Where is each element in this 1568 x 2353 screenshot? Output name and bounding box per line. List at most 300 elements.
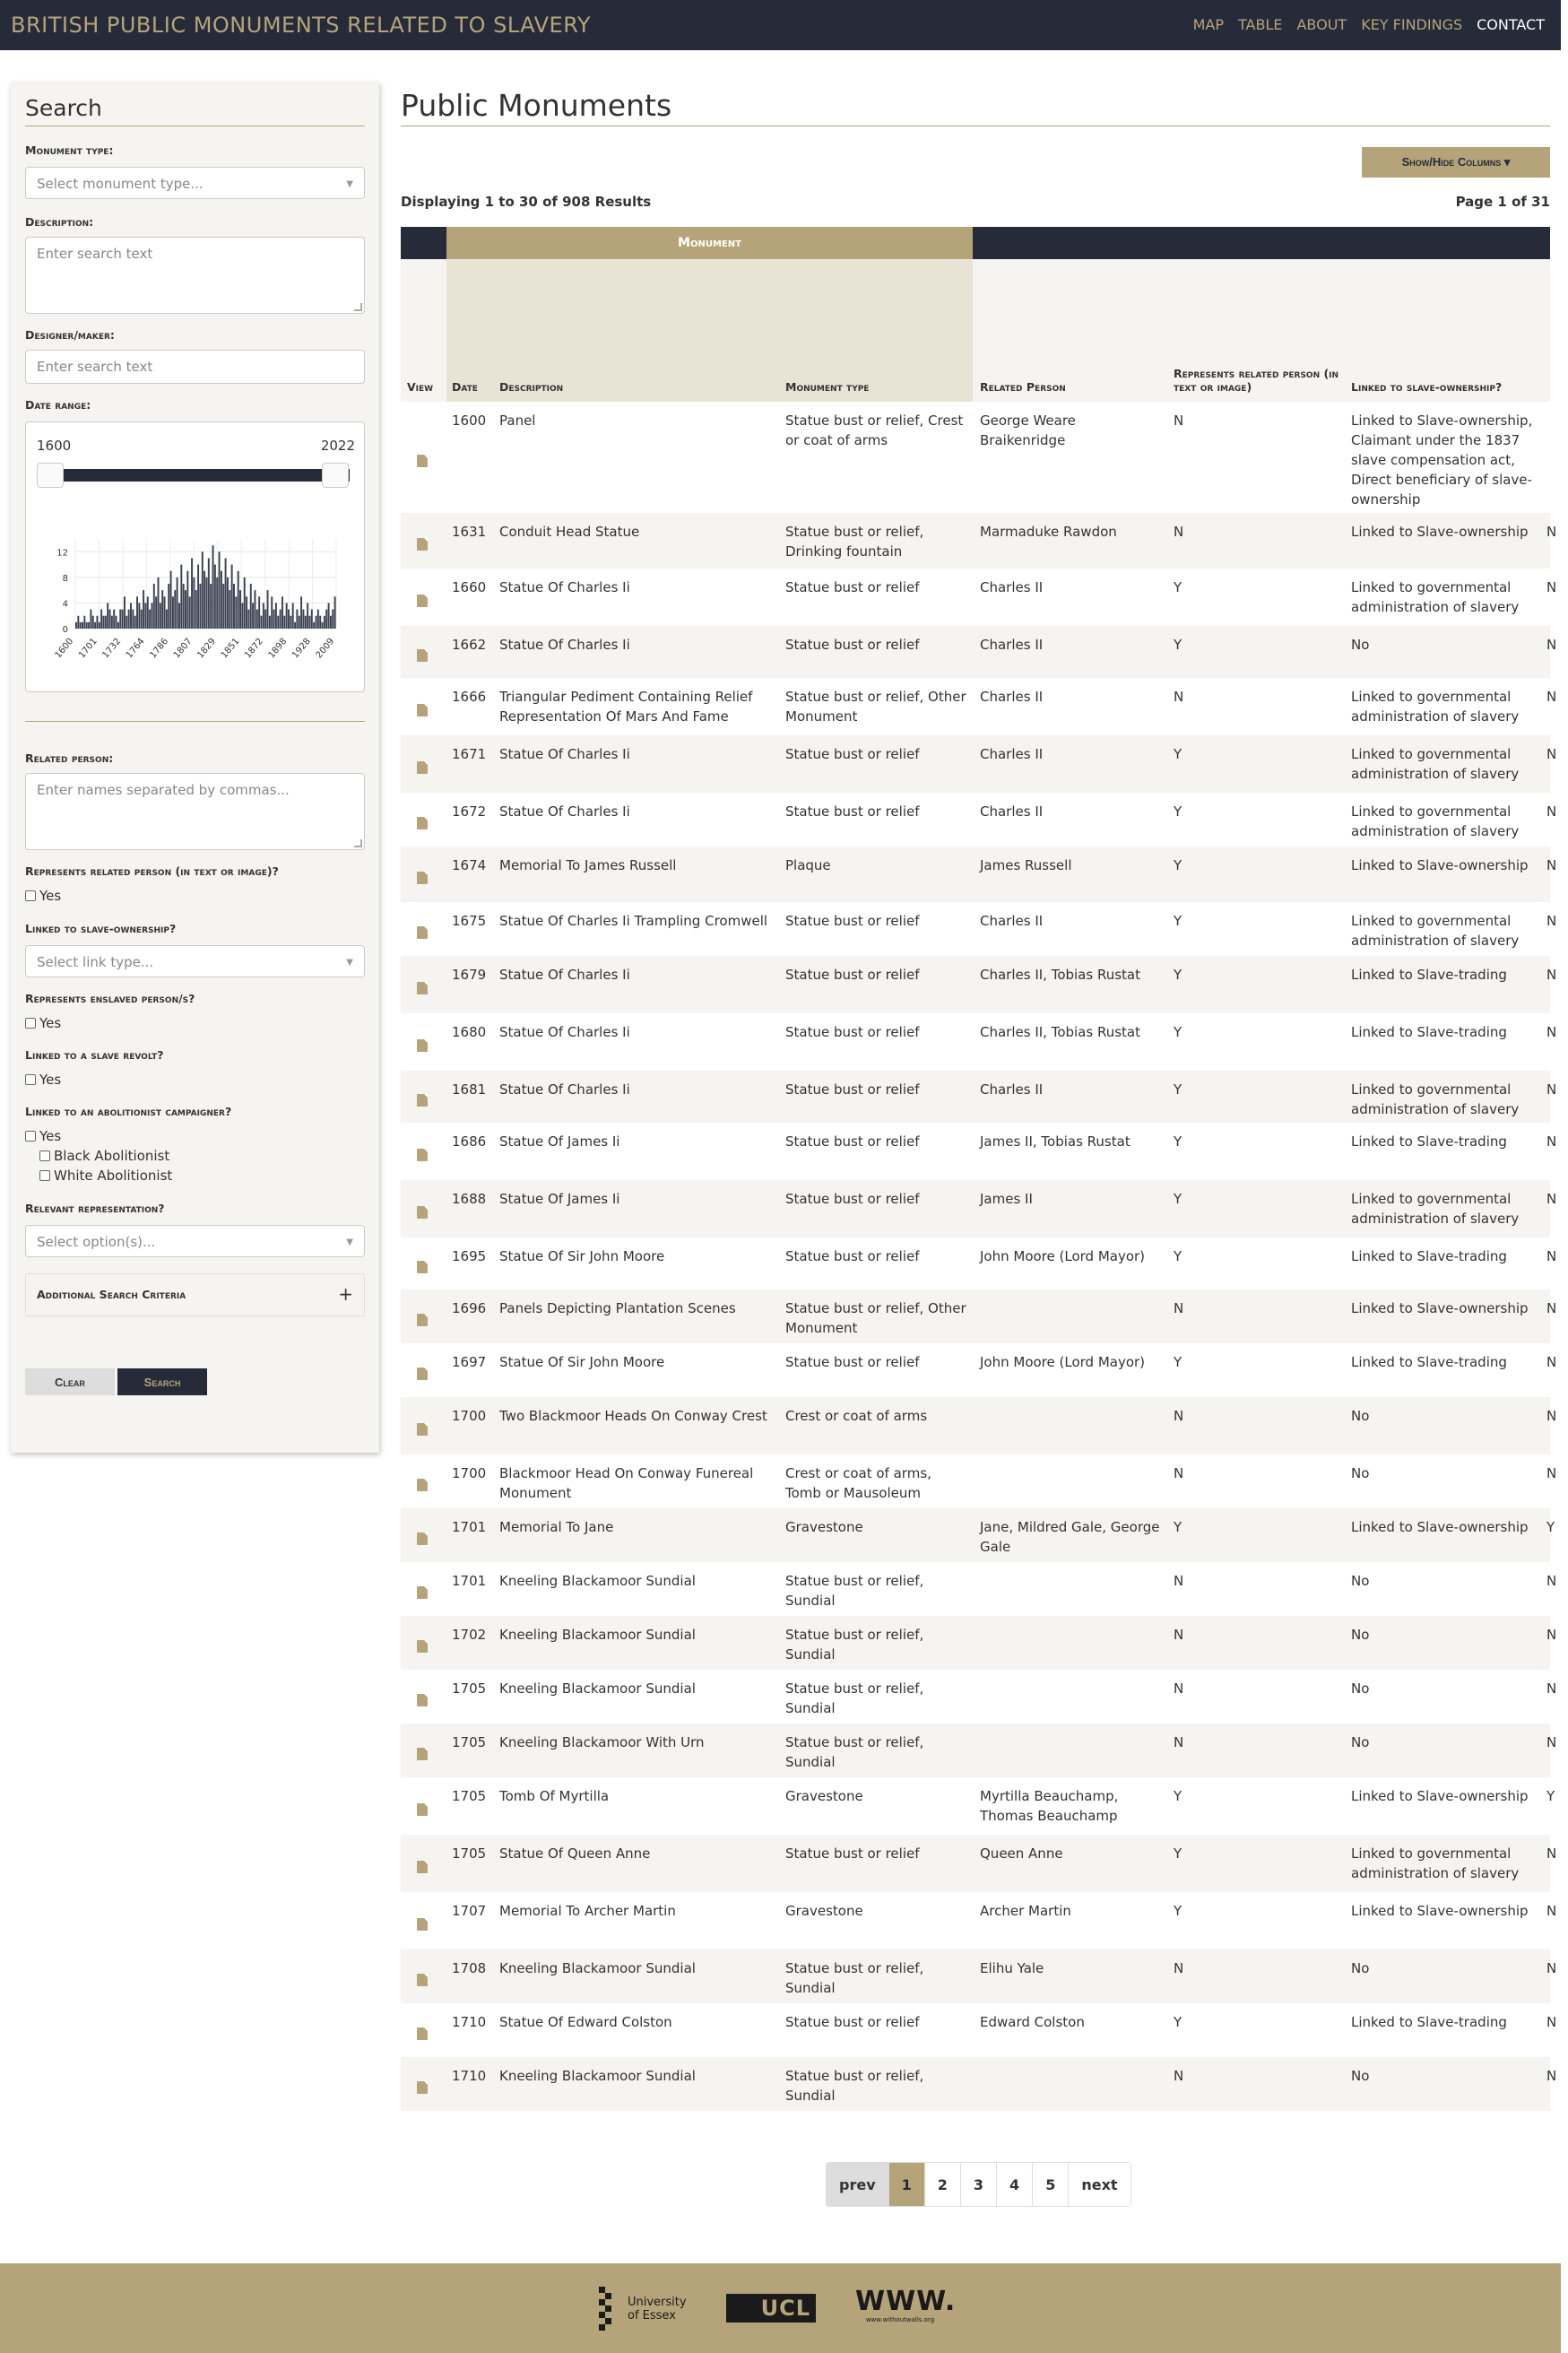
cell-rep: N (1174, 1573, 1184, 1589)
histogram-bar (286, 603, 288, 629)
white-abolitionist-row[interactable] (39, 1168, 172, 1184)
col-header-represents[interactable]: Represents related person (in text or image) (1174, 366, 1339, 395)
histogram-bar (239, 590, 241, 629)
histogram-bar (231, 565, 233, 629)
histogram-bar (316, 616, 317, 629)
date-range-min-handle[interactable] (37, 463, 64, 488)
cell-linked: Linked to Slave-ownership (1351, 857, 1529, 873)
cell-date: 1680 (452, 1024, 487, 1040)
table-row (401, 626, 1557, 678)
cell-type: Statue bust or relief, Sundial (785, 1960, 924, 1996)
view-document-icon[interactable] (417, 1803, 428, 1816)
histogram-y-tick: 4 (62, 599, 68, 610)
histogram-bar (75, 622, 77, 629)
histogram-x-tick: 1732 (100, 636, 124, 661)
view-document-icon[interactable] (417, 2081, 428, 2094)
cell-person: Charles II (980, 689, 1044, 705)
cell-type: Crest or coat of arms, Tomb or Mausoleum (785, 1465, 931, 1501)
histogram-bar (126, 616, 127, 629)
cell-type: Statue bust or relief (785, 967, 920, 983)
histogram-bar (189, 596, 191, 629)
view-document-icon[interactable] (417, 1149, 428, 1161)
cell-extra: N (1546, 579, 1557, 595)
histogram-bar (288, 610, 290, 629)
cell-rep: Y (1174, 1133, 1182, 1150)
cell-person: George Weare Braikenridge (980, 412, 1076, 448)
cell-type: Gravestone (785, 1788, 863, 1804)
black-abolitionist-row[interactable] (39, 1148, 169, 1164)
histogram-bar (256, 610, 258, 629)
cell-date: 1679 (452, 967, 487, 983)
cell-desc: Statue Of James Ii (499, 1133, 620, 1150)
table-row (401, 1724, 1557, 1777)
date-range-max-handle[interactable] (322, 463, 349, 488)
cell-rep: Y (1174, 1024, 1182, 1040)
histogram-x-tick: 1851 (219, 636, 242, 661)
cell-date: 1671 (452, 746, 487, 762)
histogram-y-tick: 12 (56, 548, 68, 559)
histogram-bar (180, 565, 182, 629)
site-brand[interactable]: BRITISH PUBLIC MONUMENTS RELATED TO SLAVERY (11, 13, 592, 38)
cell-rep: Y (1174, 1081, 1182, 1098)
cell-desc: Memorial To James Russell (499, 857, 677, 873)
table-row (401, 678, 1557, 735)
cell-extra: N (1546, 1627, 1557, 1643)
view-document-icon[interactable] (417, 595, 428, 607)
cell-date: 1674 (452, 857, 487, 873)
cell-desc: Panels Depicting Plantation Scenes (499, 1300, 736, 1316)
histogram-bar (82, 622, 83, 629)
cell-linked: No (1351, 1465, 1370, 1481)
cell-linked: Linked to governmental administration of slavery (1351, 1191, 1520, 1227)
nav-link-key-findings[interactable]: KEY FINDINGS (1361, 16, 1463, 33)
histogram-bar (116, 616, 117, 629)
table-row (401, 1892, 1557, 1949)
cell-type: Statue bust or relief (785, 1081, 920, 1098)
histogram-y-tick: 8 (62, 573, 68, 584)
footer (0, 2263, 1561, 2353)
histogram-bar (143, 590, 144, 629)
histogram-bar (83, 616, 85, 629)
view-document-icon[interactable] (417, 1039, 428, 1052)
cell-extra: N (1546, 1903, 1557, 1919)
cell-rep: N (1174, 1465, 1184, 1481)
essex-mark-icon (599, 2287, 617, 2331)
histogram-bar (280, 610, 282, 629)
cell-type: Crest or coat of arms (785, 1408, 928, 1424)
histogram-bar (319, 616, 321, 629)
table-row (401, 1237, 1557, 1289)
histogram-bar (328, 603, 330, 629)
related-person-placeholder: Enter names separated by commas... (37, 782, 290, 798)
cell-linked: Linked to Slave-trading (1351, 1024, 1507, 1040)
cell-linked: Linked to Slave-trading (1351, 1354, 1507, 1370)
date-histogram (26, 530, 366, 682)
histogram-bar (263, 603, 264, 629)
date-range-track[interactable] (40, 469, 350, 482)
view-document-icon[interactable] (417, 817, 428, 829)
cell-rep: Y (1174, 857, 1182, 873)
www-logo[interactable] (855, 2286, 957, 2328)
histogram-bar (117, 622, 119, 629)
histogram-bar (141, 610, 143, 629)
cell-extra: N (1546, 803, 1557, 820)
histogram-bar (235, 596, 237, 629)
view-document-icon[interactable] (417, 1314, 428, 1326)
cell-date: 1702 (452, 1627, 487, 1643)
page-link-next[interactable]: next (1068, 2163, 1130, 2206)
view-document-icon[interactable] (417, 1861, 428, 1873)
cell-desc: Kneeling Blackamoor Sundial (499, 1960, 696, 1976)
related-person-textarea[interactable] (25, 773, 365, 850)
histogram-bar (186, 571, 188, 629)
designer-label: Designer/maker: (25, 328, 115, 342)
histogram-bar (204, 571, 205, 629)
cell-extra: N (1546, 1081, 1557, 1098)
view-document-icon[interactable] (417, 761, 428, 774)
histogram-bar (183, 584, 185, 629)
histogram-bar (107, 603, 108, 629)
enslaved-checkbox[interactable] (25, 1018, 36, 1029)
histogram-bar (305, 616, 307, 629)
cell-date: 1710 (452, 2068, 487, 2084)
cell-extra: N (1546, 857, 1557, 873)
cell-linked: Linked to Slave-trading (1351, 2014, 1507, 2030)
page-link-3[interactable]: 3 (960, 2163, 996, 2206)
view-document-icon[interactable] (417, 1368, 428, 1380)
histogram-bar (86, 622, 88, 629)
histogram-bar (317, 610, 319, 629)
view-document-icon[interactable] (417, 455, 428, 467)
monument-type-select[interactable] (25, 167, 365, 199)
cell-desc: Statue Of Sir John Moore (499, 1354, 665, 1370)
cell-desc: Blackmoor Head On Conway Funereal Monument (499, 1465, 754, 1501)
cell-rep: Y (1174, 1519, 1182, 1535)
histogram-bar (282, 596, 283, 629)
view-document-icon[interactable] (417, 1748, 428, 1760)
view-document-icon[interactable] (417, 1094, 428, 1107)
date-range-panel (25, 421, 365, 692)
cell-rep: Y (1174, 1248, 1182, 1264)
cell-desc: Statue Of Charles Ii (499, 803, 630, 820)
monument-type-placeholder: Select monument type... (37, 176, 204, 192)
histogram-bar (275, 603, 277, 629)
resize-handle-icon[interactable] (354, 303, 362, 311)
cell-extra: N (1546, 1465, 1557, 1481)
histogram-x-tick: 1829 (195, 636, 219, 661)
histogram-bar (199, 584, 201, 629)
resize-handle-icon[interactable] (354, 839, 362, 847)
cell-date: 1710 (452, 2014, 487, 2030)
cell-extra: N (1546, 637, 1557, 653)
cell-rep: Y (1174, 1788, 1182, 1804)
cell-linked: Linked to Slave-trading (1351, 1133, 1507, 1150)
view-document-icon[interactable] (417, 2027, 428, 2040)
represents-checkbox-row[interactable] (25, 888, 61, 904)
cell-extra: N (1546, 689, 1557, 705)
cell-person: Archer Martin (980, 1903, 1071, 1919)
histogram-bar (208, 558, 210, 629)
cell-desc: Kneeling Blackamoor Sundial (499, 2068, 696, 2084)
histogram-bar (212, 545, 214, 629)
histogram-bar (267, 590, 269, 629)
view-document-icon[interactable] (417, 1974, 428, 1986)
page-link-5[interactable]: 5 (1032, 2163, 1068, 2206)
cell-type: Statue bust or relief (785, 1191, 920, 1207)
cell-rep: Y (1174, 746, 1182, 762)
view-document-icon[interactable] (417, 1532, 428, 1545)
cell-extra: N (1546, 1573, 1557, 1589)
cell-desc: Statue Of Charles Ii (499, 1024, 630, 1040)
cell-person: James II, Tobias Rustat (980, 1133, 1131, 1150)
cell-type: Statue bust or relief, Sundial (785, 1680, 924, 1716)
cell-linked: Linked to Slave-ownership (1351, 1519, 1529, 1535)
cell-date: 1700 (452, 1408, 487, 1424)
results-count: Displaying 1 to 30 of 908 Results (401, 194, 652, 210)
cell-person: Charles II, Tobias Rustat (980, 967, 1140, 983)
view-document-icon[interactable] (417, 926, 428, 939)
cell-linked: No (1351, 1573, 1370, 1589)
histogram-bar (160, 603, 161, 629)
col-header-date[interactable]: Date (452, 380, 478, 395)
cell-extra: N (1546, 967, 1557, 983)
cell-desc: Statue Of Sir John Moore (499, 1248, 665, 1264)
cell-date: 1705 (452, 1680, 487, 1697)
cell-date: 1695 (452, 1248, 487, 1264)
revolt-yes-label: Yes (39, 1072, 62, 1088)
cell-extra: N (1546, 1680, 1557, 1697)
nav-link-map[interactable]: MAP (1192, 16, 1224, 33)
page-link-1[interactable]: 1 (888, 2163, 924, 2206)
revolt-checkbox[interactable] (25, 1074, 36, 1085)
cell-date: 1707 (452, 1903, 487, 1919)
relevant-placeholder: Select option(s)... (37, 1234, 156, 1250)
cell-date: 1660 (452, 579, 487, 595)
www-logo-subtext: www.withoutwalls.org (865, 2316, 935, 2323)
histogram-bar (105, 616, 107, 629)
cell-rep: N (1174, 1680, 1184, 1697)
histogram-bar (296, 610, 298, 629)
view-document-icon[interactable] (417, 872, 428, 884)
histogram-bar (261, 616, 263, 629)
view-document-icon[interactable] (417, 704, 428, 716)
date-range-label: Date range: (25, 398, 91, 412)
cell-desc: Kneeling Blackamoor Sundial (499, 1627, 696, 1643)
show-hide-columns-button[interactable] (1362, 147, 1550, 178)
table-row (401, 793, 1557, 847)
page-link-2[interactable]: 2 (924, 2163, 960, 2206)
histogram-bar (238, 571, 239, 629)
represents-label: Represents related person (in text or image)? (25, 864, 279, 878)
essex-line2: of Essex (628, 2309, 676, 2323)
cell-linked: No (1351, 1734, 1370, 1750)
view-document-icon[interactable] (417, 1640, 428, 1653)
designer-input[interactable] (25, 350, 365, 384)
cell-linked: Linked to Slave-ownership (1351, 1903, 1529, 1919)
table-row (401, 1180, 1557, 1237)
page-title: Public Monuments (401, 88, 672, 123)
cell-linked: Linked to governmental administration of slavery (1351, 579, 1520, 615)
cell-date: 1675 (452, 913, 487, 929)
additional-criteria-toggle[interactable] (25, 1273, 365, 1316)
histogram-bar (273, 610, 275, 629)
histogram-bar (197, 565, 199, 629)
cell-person: John Moore (Lord Mayor) (980, 1354, 1146, 1370)
col-header-description[interactable]: Description (499, 380, 564, 395)
histogram-bar (322, 622, 324, 629)
cell-desc: Statue Of Charles Ii (499, 967, 630, 983)
histogram-bar (185, 590, 186, 629)
cell-type: Statue bust or relief (785, 1354, 920, 1370)
cell-type: Statue bust or relief (785, 2014, 920, 2030)
cell-date: 1705 (452, 1788, 487, 1804)
plus-icon: + (338, 1283, 353, 1305)
histogram-bar (158, 577, 160, 629)
group-header-monument: Monument (446, 227, 973, 259)
col-header-view[interactable]: View (407, 380, 434, 395)
nav-link-contact[interactable]: CONTACT (1477, 16, 1545, 33)
cell-type: Statue bust or relief, Crest or coat of arms (785, 412, 964, 448)
page-indicator: Page 1 of 31 (1455, 194, 1550, 210)
histogram-bar (299, 616, 300, 629)
view-document-icon[interactable] (417, 982, 428, 994)
histogram-bar (90, 610, 91, 629)
cell-desc: Panel (499, 412, 536, 429)
cell-desc: Conduit Head Statue (499, 524, 640, 540)
represents-checkbox[interactable] (25, 890, 36, 901)
description-textarea[interactable] (25, 237, 365, 314)
cell-linked: No (1351, 1680, 1370, 1697)
revolt-checkbox-row[interactable] (25, 1072, 61, 1088)
cell-type: Statue bust or relief (785, 1024, 920, 1040)
histogram-bar (290, 616, 291, 629)
cell-date: 1600 (452, 412, 487, 429)
histogram-bar (109, 610, 111, 629)
histogram-bar (229, 590, 230, 629)
histogram-bar (172, 596, 174, 629)
cell-date: 1705 (452, 1845, 487, 1862)
table-row (401, 2057, 1557, 2111)
nav-link-about[interactable]: ABOUT (1296, 16, 1347, 33)
cell-linked: No (1351, 1960, 1370, 1976)
view-document-icon[interactable] (417, 1479, 428, 1491)
essex-logo-text (628, 2296, 687, 2323)
cell-extra: N (1546, 1734, 1557, 1750)
monuments-table (401, 227, 1557, 2219)
page-link-prev[interactable]: prev (827, 2163, 888, 2206)
white-abolitionist-checkbox[interactable] (39, 1170, 50, 1181)
view-document-icon[interactable] (417, 1918, 428, 1931)
cell-date: 1697 (452, 1354, 487, 1370)
nav-link-table[interactable]: TABLE (1238, 16, 1283, 33)
cell-linked: No (1351, 2068, 1370, 2084)
view-document-icon[interactable] (417, 1206, 428, 1219)
cell-type: Gravestone (785, 1519, 863, 1535)
cell-desc: Statue Of Charles Ii (499, 1081, 630, 1098)
histogram-bar (325, 610, 327, 629)
cell-linked: Linked to Slave-ownership, Claimant under the 1837 slave compensation act, Direct beneficiary of slave-ownership (1351, 412, 1533, 508)
cell-person: Queen Anne (980, 1845, 1063, 1862)
search-button[interactable]: Search (117, 1368, 207, 1395)
view-document-icon[interactable] (417, 538, 428, 551)
cell-type: Statue bust or relief (785, 1248, 920, 1264)
cell-linked: Linked to governmental administration of slavery (1351, 689, 1520, 725)
cell-person: Charles II (980, 913, 1044, 929)
histogram-bar (124, 596, 126, 629)
ucl-logo[interactable]: UCL (726, 2294, 816, 2323)
cell-linked: Linked to governmental administration of slavery (1351, 913, 1520, 949)
table-row (401, 1777, 1555, 1835)
histogram-bar (132, 610, 134, 629)
histogram-bar (250, 584, 252, 629)
cell-person: James II (980, 1191, 1033, 1207)
view-document-icon[interactable] (417, 649, 428, 662)
cell-desc: Statue Of Charles Ii (499, 579, 630, 595)
cell-rep: N (1174, 1408, 1184, 1424)
view-document-icon[interactable] (417, 1423, 428, 1436)
abolitionist-checkbox[interactable] (25, 1131, 36, 1142)
cell-type: Gravestone (785, 1903, 863, 1919)
date-range-min: 1600 (37, 438, 72, 454)
view-document-icon[interactable] (417, 1694, 428, 1706)
cell-date: 1708 (452, 1960, 487, 1976)
histogram-x-tick: 1600 (53, 636, 76, 661)
histogram-bar (332, 610, 334, 629)
cell-extra: N (1546, 913, 1557, 929)
histogram-bar (258, 596, 260, 629)
caret-down-icon: ▾ (1503, 155, 1511, 169)
table-row (401, 1949, 1557, 2003)
histogram-bar (313, 622, 315, 629)
university-of-essex-logo[interactable] (599, 2287, 697, 2331)
enslaved-checkbox-row[interactable] (25, 1015, 61, 1031)
black-abolitionist-checkbox[interactable] (39, 1150, 50, 1161)
chevron-down-icon: ▼ (346, 179, 353, 189)
abolitionist-checkbox-row[interactable] (25, 1128, 61, 1144)
view-document-icon[interactable] (417, 1586, 428, 1599)
histogram-x-tick: 1764 (124, 636, 147, 661)
col-header-linked[interactable]: Linked to slave-ownership? (1351, 380, 1503, 395)
cell-desc: Statue Of Charles Ii (499, 637, 630, 653)
histogram-bar (210, 584, 212, 629)
cell-person: Marmaduke Rawdon (980, 524, 1117, 540)
histogram-bar (144, 603, 146, 629)
cell-rep: N (1174, 689, 1184, 705)
chevron-down-icon: ▼ (346, 1237, 353, 1247)
col-header-person[interactable]: Related Person (980, 380, 1066, 395)
cell-date: 1700 (452, 1465, 487, 1481)
related-person-label: Related person: (25, 751, 114, 765)
histogram-bar (77, 616, 79, 629)
page-link-4[interactable]: 4 (996, 2163, 1032, 2206)
cell-desc: Statue Of Queen Anne (499, 1845, 651, 1862)
cell-extra: N (1546, 1408, 1557, 1424)
histogram-bar (300, 596, 302, 629)
relevant-select[interactable] (25, 1225, 365, 1257)
cell-extra: N (1546, 1845, 1557, 1862)
col-header-type[interactable]: Monument type (785, 380, 870, 395)
cell-date: 1688 (452, 1191, 487, 1207)
view-document-icon[interactable] (417, 1261, 428, 1273)
histogram-bar (330, 616, 332, 629)
linked-slave-select[interactable] (25, 945, 365, 977)
histogram-bar (302, 610, 304, 629)
histogram-bar (221, 571, 222, 629)
cell-date: 1686 (452, 1133, 487, 1150)
cell-rep: Y (1174, 579, 1182, 595)
clear-button[interactable]: Clear (25, 1368, 115, 1395)
cell-rep: N (1174, 1734, 1184, 1750)
